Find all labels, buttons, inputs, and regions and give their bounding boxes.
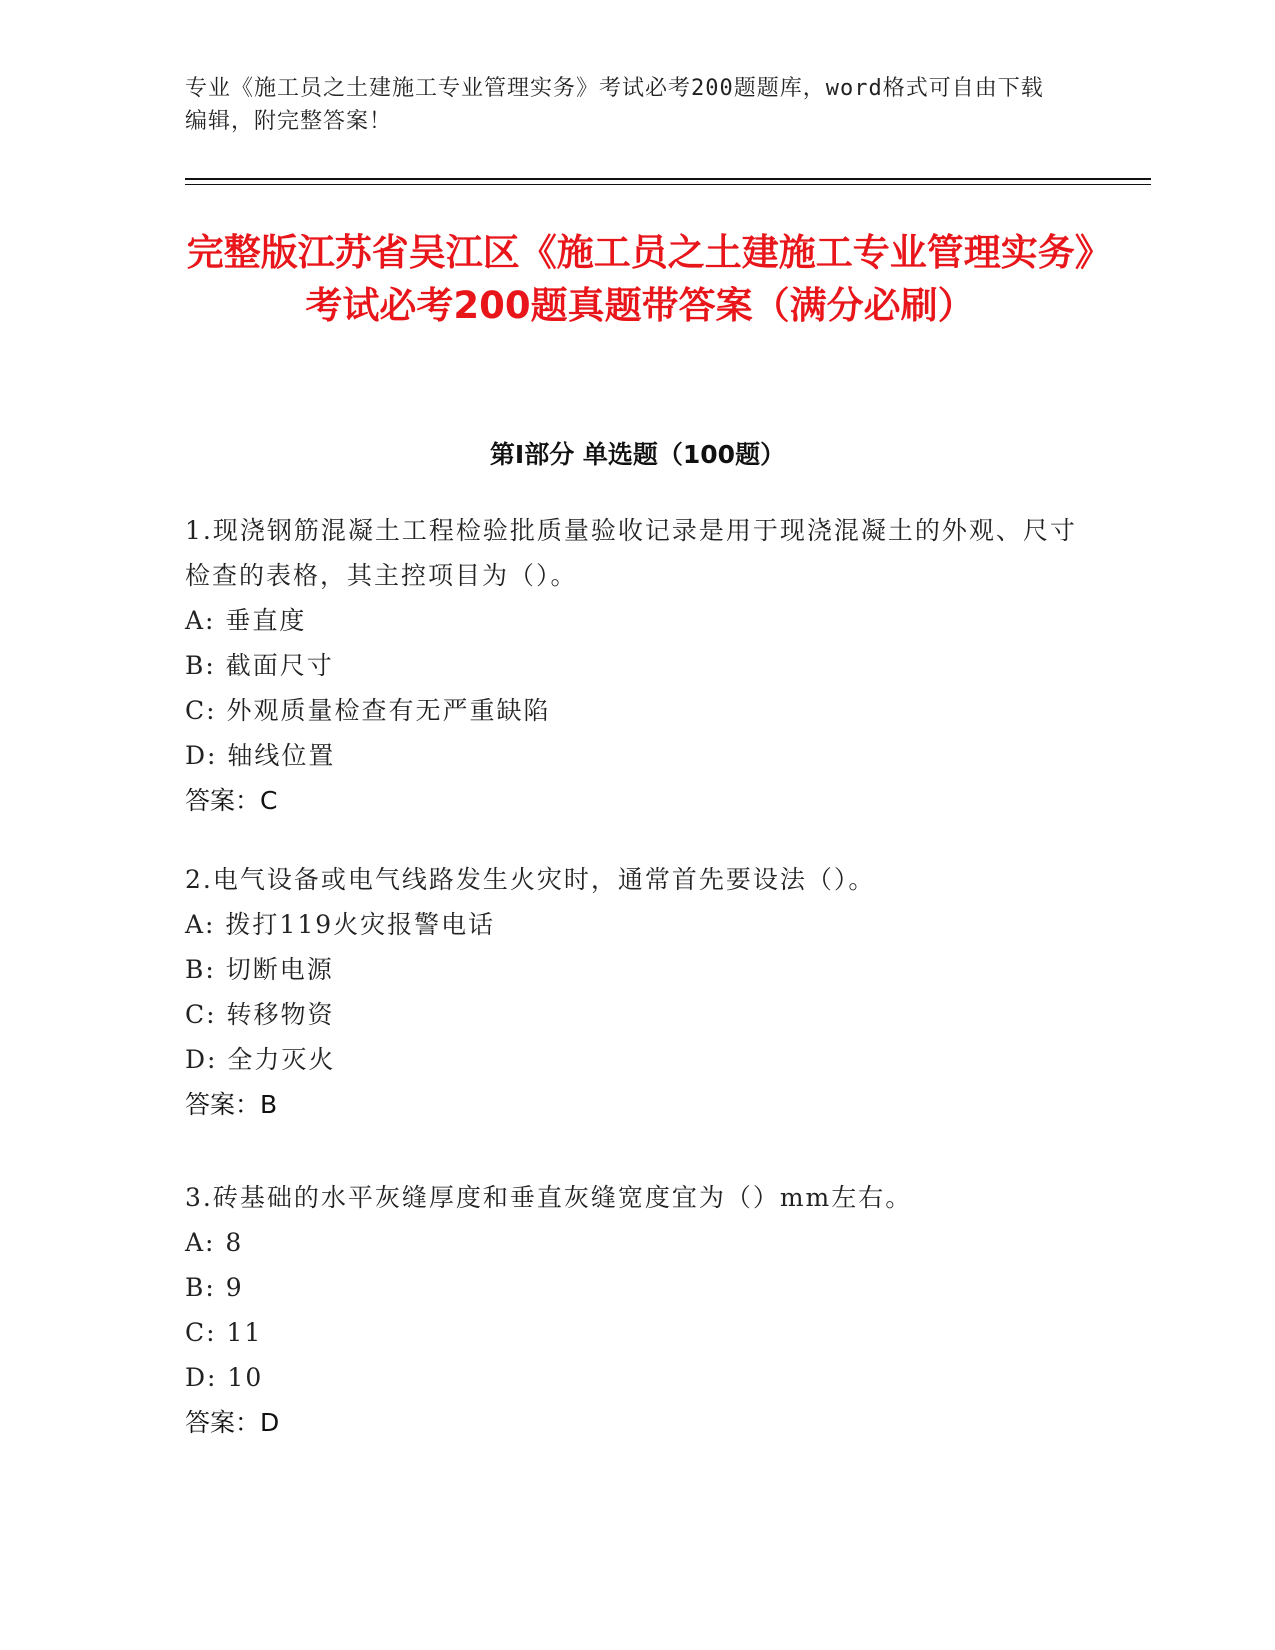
option-c: C: 转移物资 — [185, 1000, 335, 1029]
question-2 — [185, 857, 1085, 1127]
question-stem: 2.电气设备或电气线路发生火灾时，通常首先要设法（）。 — [185, 865, 876, 894]
option-d: D: 10 — [185, 1363, 264, 1392]
answer: 答案：C — [185, 786, 278, 815]
section-title: 第Ⅰ部分 单选题（100题） — [489, 440, 786, 469]
option-a: A: 8 — [185, 1228, 244, 1257]
answer: 答案：B — [185, 1090, 278, 1119]
header-note: 专业《施工员之土建施工专业管理实务》考试必考200题题库，word格式可自由下载编辑，附完整答案！ — [185, 76, 1044, 134]
option-d: D: 轴线位置 — [185, 741, 336, 770]
option-list — [185, 598, 1085, 778]
question-3 — [185, 1175, 1085, 1445]
option-b: B: 截面尺寸 — [185, 651, 334, 680]
option-c: C: 外观质量检查有无严重缺陷 — [185, 696, 551, 725]
option-b: B: 切断电源 — [185, 955, 334, 984]
option-a: A: 垂直度 — [185, 606, 307, 635]
option-list — [185, 902, 1085, 1082]
option-a: A: 拨打119火灾报警电话 — [185, 910, 496, 939]
option-b: B: 9 — [185, 1273, 244, 1302]
answer: 答案：D — [185, 1408, 280, 1437]
question-stem: 3.砖基础的水平灰缝厚度和垂直灰缝宽度宜为（）mm左右。 — [185, 1183, 913, 1212]
option-list — [185, 1220, 1085, 1400]
question-1 — [185, 508, 1085, 823]
document-title: 完整版江苏省吴江区《施工员之土建施工专业管理实务》考试必考200题真题带答案（满分必刷） — [186, 231, 1094, 327]
header-divider-thin — [185, 184, 1151, 185]
option-c: C: 11 — [185, 1318, 263, 1347]
header-divider-thick — [185, 178, 1151, 180]
option-d: D: 全力灭火 — [185, 1045, 336, 1074]
question-stem: 1.现浇钢筋混凝土工程检验批质量验收记录是用于现浇混凝土的外观、尺寸检查的表格，其主控项目为（）。 — [185, 516, 1077, 590]
